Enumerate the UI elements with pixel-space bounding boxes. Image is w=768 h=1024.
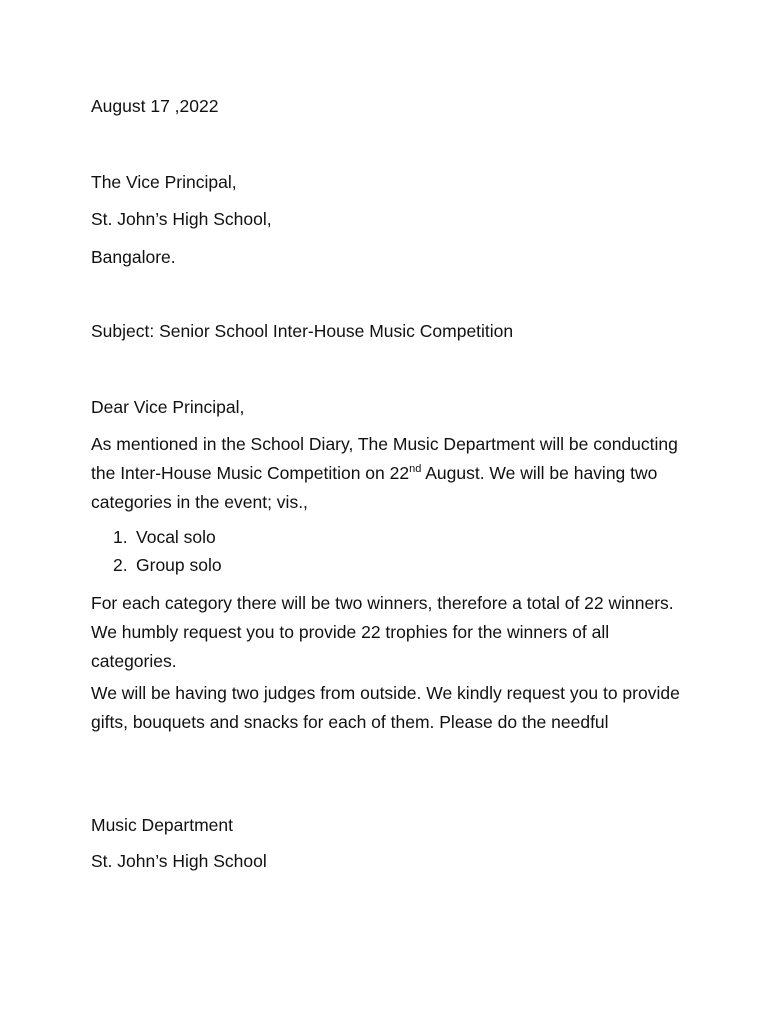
body-paragraph-3: We will be having two judges from outside. We kindly request you to provide gifts, bouquets and snacks for each of them. Please do the needful <box>91 683 680 732</box>
letter-page <box>91 0 691 1024</box>
salutation: Dear Vice Principal, <box>91 397 245 417</box>
list-item <box>113 551 222 579</box>
body-paragraph-1 <box>91 430 691 517</box>
body-paragraph-2: For each category there will be two winners, therefore a total of 22 winners. We humbly request you to provide 22 trophies for the winners of all categories. <box>91 593 674 671</box>
signature-department: Music Department <box>91 815 233 835</box>
list-text: Vocal solo <box>136 527 216 547</box>
ordinal-suffix: nd <box>409 463 422 475</box>
para1-text-a: As mentioned in the School Diary, The Music Department will be conducting the Inter-House Music Competition on 22 <box>91 434 678 483</box>
letter-date: August 17 ,2022 <box>91 96 219 116</box>
letter-subject: Subject: Senior School Inter-House Music Competition <box>91 321 514 341</box>
para1-text-b: August. We will be having two categories in the event; vis., <box>91 463 658 512</box>
recipient-title: The Vice Principal, <box>91 172 237 192</box>
signature-school: St. John’s High School <box>91 851 267 871</box>
list-number: 1. <box>113 527 128 547</box>
list-item <box>113 523 222 551</box>
categories-list <box>113 523 222 579</box>
recipient-city: Bangalore. <box>91 247 176 267</box>
recipient-school: St. John’s High School, <box>91 209 272 229</box>
list-text: Group solo <box>136 555 222 575</box>
list-number: 2. <box>113 555 128 575</box>
